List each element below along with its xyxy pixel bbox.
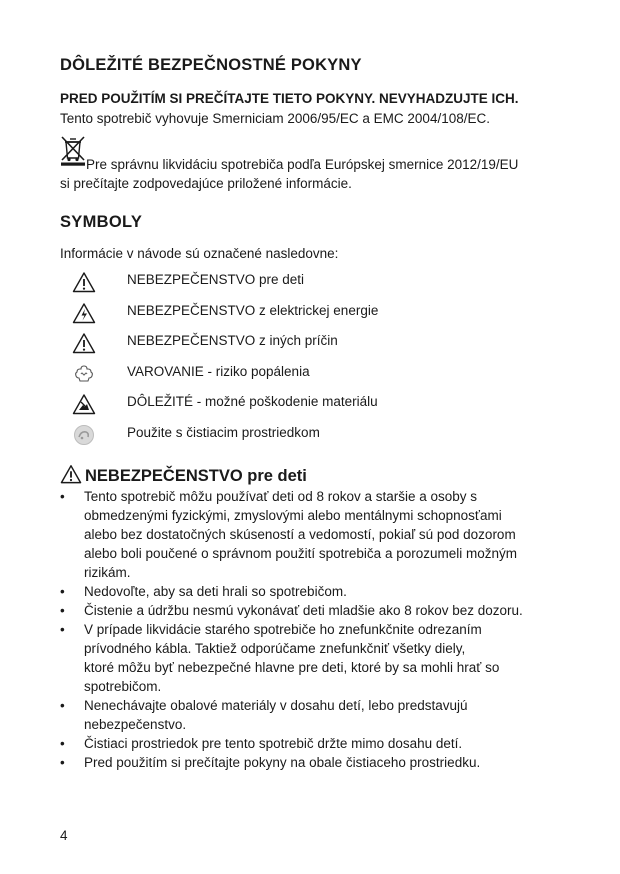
list-item <box>60 620 570 696</box>
crossed-out-bin-icon <box>60 136 86 166</box>
list-item-line: • Nedovoľte, aby sa deti hrali so spotrebičom. <box>84 584 347 599</box>
directive-compliance-text: Tento spotrebič vyhovuje Smerniciam 2006/95/EC a EMC 2004/108/EC. <box>60 111 490 126</box>
list-item-line: alebo bez dostatočných skúseností a vedomostí, pokiaľ sú pod dozorom <box>84 527 516 542</box>
warning-triangle-icon <box>72 332 96 354</box>
symbol-label: DÔLEŽITÉ - možné poškodenie materiálu <box>127 394 378 409</box>
list-item-line: nebezpečenstvo. <box>84 717 187 732</box>
symbols-intro: Informácie v návode sú označené nasledovne: <box>60 246 339 261</box>
symbol-label: VAROVANIE - riziko popálenia <box>127 363 310 379</box>
symbol-list <box>60 269 460 452</box>
symbols-heading: SYMBOLY <box>60 213 143 231</box>
detergent-icon <box>72 424 96 446</box>
list-item <box>60 753 570 772</box>
damage-warning-icon <box>72 393 96 415</box>
list-item <box>60 734 570 753</box>
symbol-item <box>60 300 460 331</box>
symbol-item <box>60 391 460 422</box>
list-item-line: alebo boli poučené o správnom použití spotrebiča a porozumeli možným <box>84 546 517 561</box>
symbol-label: NEBEZPEČENSTVO z elektrickej energie <box>127 302 379 318</box>
symbol-item <box>60 422 460 453</box>
symbol-item <box>60 330 460 361</box>
read-instructions-warning: PRED POUŽITÍM SI PREČÍTAJTE TIETO POKYNY. NEVYHADZUJTE ICH. <box>60 91 519 106</box>
list-item <box>60 487 570 582</box>
list-item-line: • V prípade likvidácie starého spotrebiče ho znefunkčnite odrezaním <box>84 622 482 637</box>
electric-warning-icon <box>72 302 96 324</box>
list-item-line: ktoré môžu byť nebezpečné hlavne pre deti, ktoré by sa mohli hrať so <box>84 660 500 675</box>
burn-warning-icon <box>72 363 96 385</box>
page-heading: DÔLEŽITÉ BEZPEČNOSTNÉ POKYNY <box>60 56 362 74</box>
list-item-line: spotrebičom. <box>84 679 162 694</box>
weee-text-line-1: Pre správnu likvidáciu spotrebiča podľa Európskej smernice 2012/19/EU <box>86 157 519 172</box>
list-item-line: • Čistiaci prostriedok pre tento spotrebič držte mimo dosahu detí. <box>84 736 463 751</box>
weee-text-line-2: si prečítajte zodpovedajúce priložené informácie. <box>60 176 352 191</box>
list-item-line: • Nenechávajte obalové materiály v dosahu detí, lebo predstavujú <box>84 698 468 713</box>
page-number: 4 <box>60 828 68 843</box>
list-item <box>60 601 570 620</box>
list-item-line: • Čistenie a údržbu nesmú vykonávať deti mladšie ako 8 rokov bez dozoru. <box>84 603 523 618</box>
warning-triangle-icon <box>60 464 82 484</box>
list-item-line: • Pred použitím si prečítajte pokyny na obale čistiaceho prostriedku. <box>84 755 481 770</box>
list-item-line: obmedzenými fyzickými, zmyslovými alebo mentálnymi schopnosťami <box>84 508 502 523</box>
list-item <box>60 696 570 734</box>
list-item <box>60 582 570 601</box>
list-item-line: prívodného kábla. Taktiež odporúčame znefunkčniť všetky diely, <box>84 641 466 656</box>
list-item-line: rizikám. <box>84 565 131 580</box>
symbol-label: Použite s čistiacim prostriedkom <box>127 424 320 440</box>
children-danger-heading <box>60 464 307 486</box>
warning-triangle-icon <box>72 271 96 293</box>
children-safety-list <box>60 487 570 772</box>
symbol-item <box>60 269 460 300</box>
children-danger-title: NEBEZPEČENSTVO pre deti <box>85 467 307 485</box>
symbol-label: NEBEZPEČENSTVO pre deti <box>127 272 305 287</box>
list-item-line: • Tento spotrebič môžu používať deti od 8 rokov a staršie a osoby s <box>84 489 478 504</box>
symbol-label: NEBEZPEČENSTVO z iných príčin <box>127 333 338 348</box>
symbol-item <box>60 361 460 392</box>
